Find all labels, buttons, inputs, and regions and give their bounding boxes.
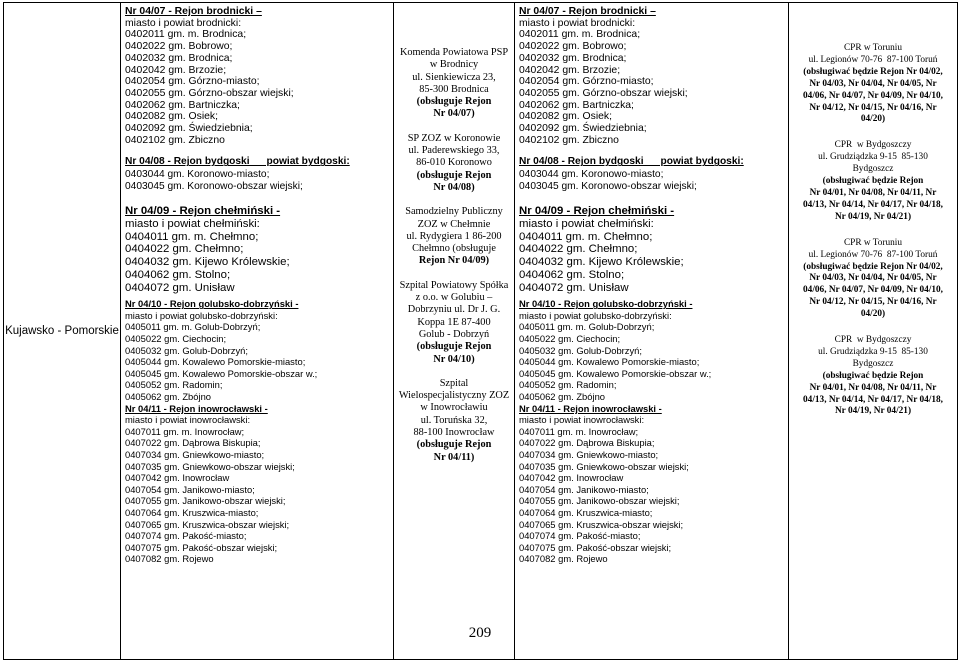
- cpr-scope: Nr 04/01, Nr 04/08, Nr 04/11, Nr: [809, 187, 937, 198]
- district-section: [125, 403, 389, 565]
- section-line: 0407034 gm. Gniewkowo-miasto;: [125, 448, 265, 460]
- district-section: [125, 156, 389, 193]
- cpr-block: [792, 43, 954, 126]
- cpr-block: [792, 140, 954, 223]
- section-line: 0407064 gm. Kruszwica-miasto;: [519, 506, 653, 518]
- district-section: [125, 6, 389, 146]
- region-cell: [4, 3, 121, 660]
- section-title: Nr 04/10 - Rejon golubsko-dobrzyński -: [125, 298, 299, 310]
- district-list-left: [121, 3, 394, 660]
- section-line: 0402092 gm. Świedziebnia;: [519, 123, 647, 135]
- institution-line: w Inowrocławiu: [420, 402, 488, 414]
- institution-line: 86-010 Koronowo: [416, 157, 492, 169]
- cpr-scope: Nr 04/19, Nr 04/21): [834, 211, 912, 222]
- district-section: [125, 298, 389, 402]
- cpr-block: [792, 335, 954, 418]
- section-title: Nr 04/10 - Rejon golubsko-dobrzyński -: [519, 298, 693, 310]
- institution-line: Dobrzyniu ul. Dr J. G.: [407, 304, 501, 316]
- section-line: 0402062 gm. Bartniczka;: [125, 99, 240, 111]
- institution-scope: (obsługuje Rejon: [416, 169, 492, 181]
- cpr-line: Bydgoszcz: [852, 358, 894, 369]
- institution-block: [398, 133, 510, 194]
- section-line: 0402032 gm. Brodnica;: [125, 52, 233, 64]
- institution-line: ul. Paderewskiego 33,: [408, 145, 500, 157]
- district-section: [519, 6, 784, 146]
- section-line: 0404062 gm. Stolno;: [519, 268, 625, 281]
- cpr-line: CPR w Toruniu: [843, 43, 903, 53]
- cpr-scope: Nr 04/03, Nr 04/04, Nr 04/05, Nr: [809, 273, 937, 284]
- section-line: 0405045 gm. Kowalewo Pomorskie-obszar w.;: [125, 367, 318, 379]
- institution-block: [398, 206, 510, 267]
- institution-line: Koppa 1E 87-400: [417, 316, 491, 328]
- institution-scope: (obsługuje Rejon: [416, 96, 492, 108]
- cpr-column: [789, 3, 958, 660]
- cpr-scope: 04/06, Nr 04/07, Nr 04/09, Nr 04/10,: [803, 90, 943, 101]
- institution-line: 85-300 Brodnica: [419, 83, 489, 95]
- cpr-scope: (obsługiwać będzie Rejon: [822, 370, 924, 381]
- section-line: 0403044 gm. Koronowo-miasto;: [519, 168, 664, 180]
- section-line: miasto i powiat golubsko-dobrzyński:: [125, 309, 278, 321]
- institution-line: Szpital: [439, 377, 469, 389]
- institution-block: [398, 280, 510, 366]
- district-section: [519, 403, 784, 565]
- section-line: 0405052 gm. Radomin;: [125, 379, 223, 391]
- section-title: Nr 04/07 - Rejon brodnicki –: [125, 6, 262, 17]
- section-line: 0404011 gm. m. Chełmno;: [519, 230, 653, 243]
- section-line: 0402042 gm. Brzozie;: [519, 64, 621, 76]
- cpr-scope: 04/13, Nr 04/14, Nr 04/17, Nr 04/18,: [803, 394, 943, 405]
- institution-scope: (obsługuje Rejon: [416, 341, 492, 353]
- cpr-line: ul. Legionów 70-76 87-100 Toruń: [808, 54, 938, 65]
- institution-scope: Nr 04/10): [433, 353, 475, 365]
- section-line: 0402054 gm. Górzno-miasto;: [519, 76, 654, 88]
- institution-scope: (obsługuje Rejon: [416, 439, 492, 451]
- cpr-scope: 04/06, Nr 04/07, Nr 04/09, Nr 04/10,: [803, 285, 943, 296]
- section-line: 0402062 gm. Bartniczka;: [519, 99, 634, 111]
- section-line: 0407054 gm. Janikowo-miasto;: [125, 483, 255, 495]
- section-line: 0402102 gm. Zbiczno: [519, 134, 619, 146]
- section-line: 0404032 gm. Kijewo Królewskie;: [125, 256, 290, 269]
- section-line: 0402032 gm. Brodnica;: [519, 52, 627, 64]
- section-line: 0407075 gm. Pakość-obszar wiejski;: [519, 541, 672, 553]
- region-label: Kujawsko - Pomorskie: [5, 325, 119, 337]
- section-line: miasto i powiat brodnicki:: [519, 17, 636, 29]
- section-line: 0405011 gm. m. Golub-Dobrzyń;: [519, 321, 655, 333]
- section-line: 0403045 gm. Koronowo-obszar wiejski;: [125, 181, 303, 193]
- section-line: miasto i powiat golubsko-dobrzyński:: [519, 309, 672, 321]
- institution-line: SP ZOZ w Koronowie: [407, 132, 501, 144]
- section-line: 0407011 gm. m. Inowrocław;: [519, 425, 639, 437]
- section-line: 0402011 gm. m. Brodnica;: [519, 29, 641, 41]
- cpr-scope: (obsługiwać będzie Rejon: [822, 176, 924, 187]
- section-title: Nr 04/07 - Rejon brodnicki –: [519, 6, 656, 17]
- cpr-scope: Nr 04/12, Nr 04/15, Nr 04/16, Nr: [809, 102, 937, 113]
- section-line: 0407074 gm. Pakość-miasto;: [125, 530, 247, 542]
- section-line: 0404022 gm. Chełmno;: [519, 243, 638, 256]
- institutions-column: [394, 3, 515, 660]
- section-title: Nr 04/09 - Rejon chełmiński -: [519, 205, 675, 218]
- section-line: 0402042 gm. Brzozie;: [125, 64, 227, 76]
- institution-line: Komenda Powiatowa PSP: [399, 47, 509, 58]
- section-line: 0403045 gm. Koronowo-obszar wiejski;: [519, 181, 697, 193]
- institution-line: w Brodnicy: [429, 59, 479, 71]
- section-line: 0407055 gm. Janikowo-obszar wiejski;: [125, 495, 286, 507]
- section-line: miasto i powiat chełmiński:: [519, 218, 654, 231]
- section-line: 0404032 gm. Kijewo Królewskie;: [519, 256, 684, 269]
- section-line: 0404062 gm. Stolno;: [125, 268, 231, 281]
- district-list-right: [515, 3, 789, 660]
- district-section: [519, 298, 784, 402]
- institution-line: Wielospecjalistyczny ZOZ: [398, 390, 510, 402]
- section-line: 0407035 gm. Gniewkowo-obszar wiejski;: [519, 460, 689, 472]
- section-line: 0407054 gm. Janikowo-miasto;: [519, 483, 649, 495]
- section-line: 0407035 gm. Gniewkowo-obszar wiejski;: [125, 460, 295, 472]
- institution-line: Chełmno (obsługuje: [412, 243, 496, 255]
- section-line: 0404072 gm. Unisław: [519, 281, 629, 294]
- section-title: Nr 04/08 - Rejon bydgoski powiat bydgoski:: [519, 156, 744, 168]
- cpr-scope: Nr 04/01, Nr 04/08, Nr 04/11, Nr: [809, 382, 937, 393]
- section-line: 0402055 gm. Górzno-obszar wiejski;: [519, 87, 688, 99]
- institution-scope: Nr 04/08): [433, 181, 475, 193]
- section-title: Nr 04/08 - Rejon bydgoski powiat bydgoski:: [125, 156, 350, 168]
- institution-block: [398, 378, 510, 464]
- institution-line: Szpital Powiatowy Spółka: [399, 279, 509, 291]
- section-line: 0402022 gm. Bobrowo;: [125, 41, 233, 53]
- district-section: [125, 205, 389, 294]
- institution-line: ZOZ w Chełmnie: [417, 218, 491, 230]
- section-line: 0405022 gm. Ciechocin;: [125, 333, 227, 345]
- section-line: 0407065 gm. Kruszwica-obszar wiejski;: [125, 518, 290, 530]
- district-section: [519, 205, 784, 294]
- institution-scope: Rejon Nr 04/09): [418, 255, 490, 267]
- cpr-line: Bydgoszcz: [852, 164, 894, 175]
- section-line: 0402011 gm. m. Brodnica;: [125, 29, 247, 41]
- document-table: [3, 2, 958, 660]
- section-line: 0403044 gm. Koronowo-miasto;: [125, 168, 270, 180]
- page-number: 209: [468, 625, 492, 641]
- section-line: 0404072 gm. Unisław: [125, 281, 235, 294]
- institution-block: [398, 47, 510, 121]
- cpr-line: ul. Grudziądzka 9-15 85-130: [818, 346, 928, 357]
- section-line: 0402022 gm. Bobrowo;: [519, 41, 627, 53]
- institution-line: ul. Toruńska 32,: [420, 414, 488, 426]
- cpr-line: CPR w Bydgoszczy: [834, 140, 912, 151]
- section-line: 0404011 gm. m. Chełmno;: [125, 230, 259, 243]
- section-title: Nr 04/11 - Rejon inowrocławski -: [519, 402, 662, 414]
- section-line: 0405032 gm. Golub-Dobrzyń;: [125, 344, 248, 356]
- section-line: 0405062 gm. Zbójno: [519, 391, 606, 402]
- institution-line: Samodzielny Publiczny: [405, 206, 503, 218]
- section-line: 0405062 gm. Zbójno: [125, 391, 212, 402]
- section-line: 0404022 gm. Chełmno;: [125, 243, 244, 256]
- section-line: 0405011 gm. m. Golub-Dobrzyń;: [125, 321, 261, 333]
- cpr-scope: 04/20): [860, 309, 886, 320]
- institution-line: ul. Sienkiewicza 23,: [412, 71, 496, 83]
- section-line: 0407022 gm. Dąbrowa Biskupia;: [519, 437, 655, 449]
- institution-scope: Nr 04/07): [433, 108, 475, 120]
- institution-line: ul. Rydygiera 1 86-200: [406, 230, 502, 242]
- section-line: miasto i powiat inowrocławski:: [125, 414, 251, 426]
- section-line: 0407034 gm. Gniewkowo-miasto;: [519, 448, 659, 460]
- section-line: miasto i powiat chełmiński:: [125, 218, 260, 231]
- institution-scope: Nr 04/11): [433, 451, 475, 463]
- section-line: 0405032 gm. Golub-Dobrzyń;: [519, 344, 642, 356]
- section-line: miasto i powiat brodnicki:: [125, 17, 242, 29]
- section-line: 0405022 gm. Ciechocin;: [519, 333, 621, 345]
- institution-line: 88-100 Inowrocław: [413, 427, 495, 439]
- institution-line: z o.o. w Golubiu –: [415, 292, 493, 304]
- section-line: 0405044 gm. Kowalewo Pomorskie-miasto;: [125, 356, 306, 368]
- cpr-scope: Nr 04/12, Nr 04/15, Nr 04/16, Nr: [809, 297, 937, 308]
- cpr-line: ul. Grudziądzka 9-15 85-130: [818, 152, 928, 163]
- section-line: 0407055 gm. Janikowo-obszar wiejski;: [519, 495, 680, 507]
- section-line: 0407065 gm. Kruszwica-obszar wiejski;: [519, 518, 684, 530]
- section-line: 0407042 gm. Inowrocław: [125, 472, 230, 484]
- section-line: 0402102 gm. Zbiczno: [125, 134, 225, 146]
- section-line: 0402082 gm. Osiek;: [519, 111, 612, 123]
- cpr-block: [792, 238, 954, 321]
- cpr-scope: (obsługiwać będzie Rejon Nr 04/02,: [803, 66, 943, 77]
- section-line: 0407082 gm. Rojewo: [519, 553, 608, 565]
- cpr-line: CPR w Toruniu: [843, 237, 903, 248]
- section-line: 0407074 gm. Pakość-miasto;: [519, 530, 641, 542]
- cpr-scope: 04/20): [860, 114, 886, 125]
- section-line: 0402082 gm. Osiek;: [125, 111, 218, 123]
- section-line: 0402055 gm. Górzno-obszar wiejski;: [125, 87, 294, 99]
- institution-line: Golub - Dobrzyń: [418, 328, 490, 340]
- section-line: 0407075 gm. Pakość-obszar wiejski;: [125, 541, 278, 553]
- section-line: 0405045 gm. Kowalewo Pomorskie-obszar w.;: [519, 367, 712, 379]
- section-title: Nr 04/09 - Rejon chełmiński -: [125, 205, 281, 218]
- cpr-line: ul. Legionów 70-76 87-100 Toruń: [808, 249, 938, 260]
- section-title: Nr 04/11 - Rejon inowrocławski -: [125, 402, 268, 414]
- section-line: 0405044 gm. Kowalewo Pomorskie-miasto;: [519, 356, 700, 368]
- section-line: 0402054 gm. Górzno-miasto;: [125, 76, 260, 88]
- cpr-scope: 04/13, Nr 04/14, Nr 04/17, Nr 04/18,: [803, 199, 943, 210]
- section-line: 0407082 gm. Rojewo: [125, 553, 214, 565]
- section-line: 0407022 gm. Dąbrowa Biskupia;: [125, 437, 261, 449]
- section-line: 0407011 gm. m. Inowrocław;: [125, 425, 245, 437]
- cpr-scope: (obsługiwać będzie Rejon Nr 04/02,: [803, 261, 943, 272]
- cpr-scope: Nr 04/03, Nr 04/04, Nr 04/05, Nr: [809, 78, 937, 89]
- section-line: miasto i powiat inowrocławski:: [519, 414, 645, 426]
- section-line: 0405052 gm. Radomin;: [519, 379, 617, 391]
- district-section: [519, 156, 784, 193]
- cpr-scope: Nr 04/19, Nr 04/21): [834, 406, 912, 417]
- cpr-line: CPR w Bydgoszczy: [834, 335, 912, 346]
- section-line: 0407064 gm. Kruszwica-miasto;: [125, 506, 259, 518]
- section-line: 0402092 gm. Świedziebnia;: [125, 123, 253, 135]
- section-line: 0407042 gm. Inowrocław: [519, 472, 624, 484]
